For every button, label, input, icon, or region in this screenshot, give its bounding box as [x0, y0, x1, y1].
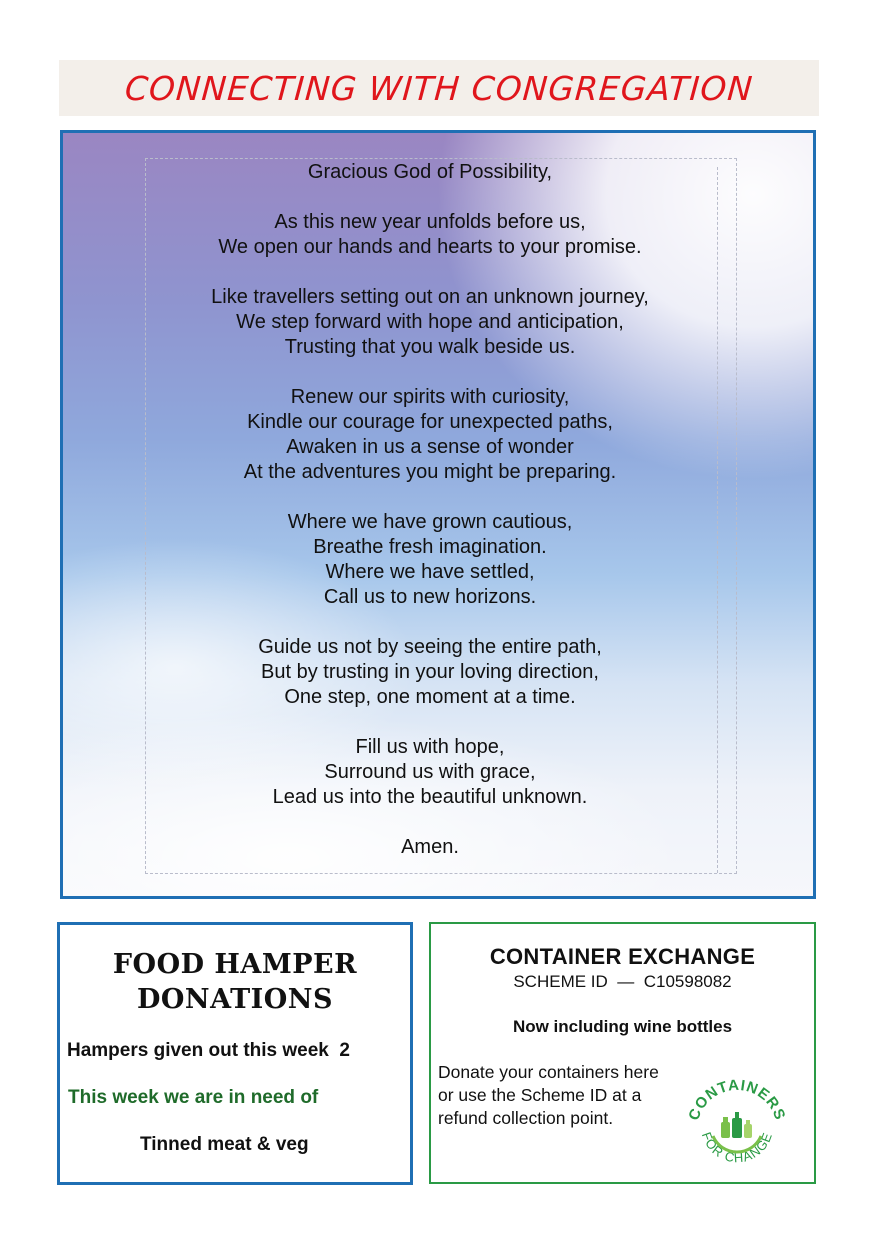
prayer-line: As this new year unfolds before us, [274, 211, 586, 233]
scheme-id-separator: — [617, 972, 635, 991]
prayer-line: Like travellers setting out on an unknown journey, [211, 286, 649, 308]
scheme-id-line [431, 972, 814, 992]
bottles-icon [721, 1112, 752, 1138]
wine-bottles-note: Now including wine bottles [512, 1017, 733, 1036]
prayer-line: Fill us with hope, [355, 736, 505, 758]
prayer-stanza [155, 210, 705, 260]
prayer-line: We step forward with hope and anticipation, [236, 311, 624, 333]
hampers-given-line [67, 1040, 350, 1062]
prayer-line: But by trusting in your loving direction, [261, 661, 599, 683]
prayer-line: Breathe fresh imagination. [313, 536, 547, 558]
container-exchange-panel [429, 922, 816, 1184]
hampers-given-count: 2 [339, 1040, 350, 1061]
prayer-line: Amen. [401, 836, 459, 858]
logo-text-top: CONTAINERS [685, 1076, 789, 1123]
prayer-stanza [155, 735, 705, 810]
container-exchange-title: CONTAINER EXCHANGE [489, 944, 756, 969]
food-hamper-title-line2: DONATIONS [136, 984, 333, 1015]
prayer-line: We open our hands and hearts to your promise. [218, 236, 642, 258]
food-hamper-title-line1: FOOD HAMPER [112, 949, 358, 980]
prayer-stanza [155, 635, 705, 710]
prayer-line: Guide us not by seeing the entire path, [258, 636, 602, 658]
prayer-line: One step, one moment at a time. [284, 686, 576, 708]
food-hamper-title [60, 947, 410, 1017]
scheme-id-value: C10598082 [643, 972, 732, 991]
prayer-line: Kindle our courage for unexpected paths, [247, 411, 613, 433]
food-hamper-panel [57, 922, 413, 1185]
prayer-line: Gracious God of Possibility, [307, 161, 553, 183]
prayer-line: Surround us with grace, [324, 761, 536, 783]
prayer-line: Renew our spirits with curiosity, [290, 386, 570, 408]
prayer-stanza [155, 385, 705, 485]
prayer-line: Trusting that you walk beside us. [284, 336, 576, 358]
prayer-line: Lead us into the beautiful unknown. [272, 786, 588, 808]
prayer-line: At the adventures you might be preparing. [243, 461, 617, 483]
logo-text-bottom: FOR CHANGE [698, 1129, 776, 1166]
prayer-stanza [155, 835, 705, 860]
page-title: CONNECTING WITH CONGREGATION [123, 68, 755, 108]
prayer-text [155, 160, 705, 885]
prayer-stanza [155, 510, 705, 610]
containers-for-change-logo [683, 1074, 791, 1174]
donate-instructions: Donate your containers here or use the Scheme ID at a refund collection point. [438, 1062, 659, 1128]
need-label: This week we are in need of [68, 1087, 319, 1108]
prayer-line: Where we have settled, [325, 561, 535, 583]
prayer-line: Awaken in us a sense of wonder [286, 436, 574, 458]
need-item: Tinned meat & veg [140, 1134, 309, 1155]
prayer-panel [60, 130, 816, 899]
prayer-line: Call us to new horizons. [323, 586, 537, 608]
scheme-id-label: SCHEME ID [513, 972, 608, 991]
prayer-stanza [155, 285, 705, 360]
header-banner [59, 60, 819, 116]
hampers-given-label: Hampers given out this week [67, 1040, 329, 1061]
prayer-line: Where we have grown cautious, [287, 511, 573, 533]
prayer-stanza [155, 160, 705, 185]
